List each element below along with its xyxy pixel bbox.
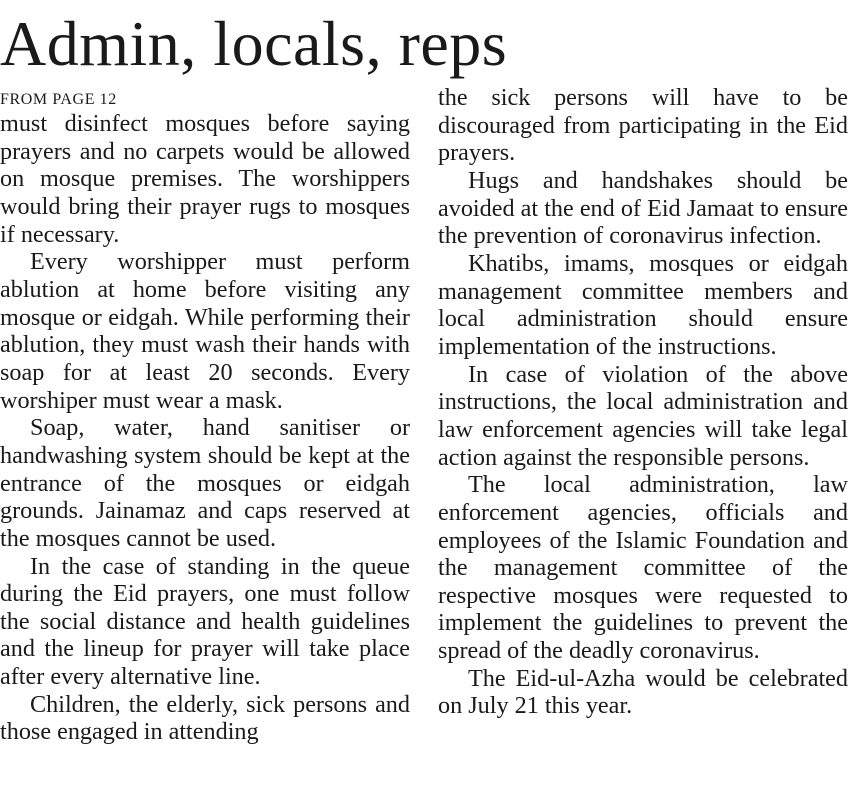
headline: Admin, locals, reps bbox=[0, 8, 508, 79]
paragraph: must disinfect mosques before saying prayers and no carpets would be allowed on mosque premises. The worshippers would bring their prayer rugs to mosques if necessary. bbox=[0, 110, 410, 248]
paragraph: In case of violation of the above instructions, the local administration and law enforcement agencies will take legal action against the responsible persons. bbox=[438, 360, 848, 471]
paragraph: The local administration, law enforcement agencies, officials and employees of the Islamic Foundation and the management committee of the respective mosques were requested to implement the guidelines to prevent the spread of the deadly coronavirus. bbox=[438, 471, 848, 665]
paragraph: Soap, water, hand sanitiser or handwashing system should be kept at the entrance of the mosques or eidgah grounds. Jainamaz and caps reserved at the mosques cannot be used. bbox=[0, 414, 410, 552]
article-column-left bbox=[0, 90, 410, 746]
paragraph: Khatibs, imams, mosques or eidgah management committee members and local administration should ensure implementation of the instructions. bbox=[438, 249, 848, 360]
paragraph: Children, the elderly, sick persons and those engaged in attending bbox=[0, 690, 410, 746]
paragraph: In the case of standing in the queue during the Eid prayers, one must follow the social distance and health guidelines and the lineup for prayer will take place after every alternative line. bbox=[0, 552, 410, 691]
jump-line: FROM PAGE 12 bbox=[0, 91, 117, 108]
paragraph: Hugs and handshakes should be avoided at the end of Eid Jamaat to ensure the prevention of coronavirus infection. bbox=[438, 166, 848, 250]
article-column-right bbox=[438, 84, 848, 720]
paragraph: Every worshipper must perform ablution at home before visiting any mosque or eidgah. While performing their ablution, they must wash their hands with soap for at least 20 seconds. Every worshiper must wear a mask. bbox=[0, 248, 410, 414]
paragraph: The Eid-ul-Azha would be celebrated on July 21 this year. bbox=[438, 664, 848, 720]
paragraph: the sick persons will have to be discouraged from participating in the Eid prayers. bbox=[438, 84, 848, 167]
